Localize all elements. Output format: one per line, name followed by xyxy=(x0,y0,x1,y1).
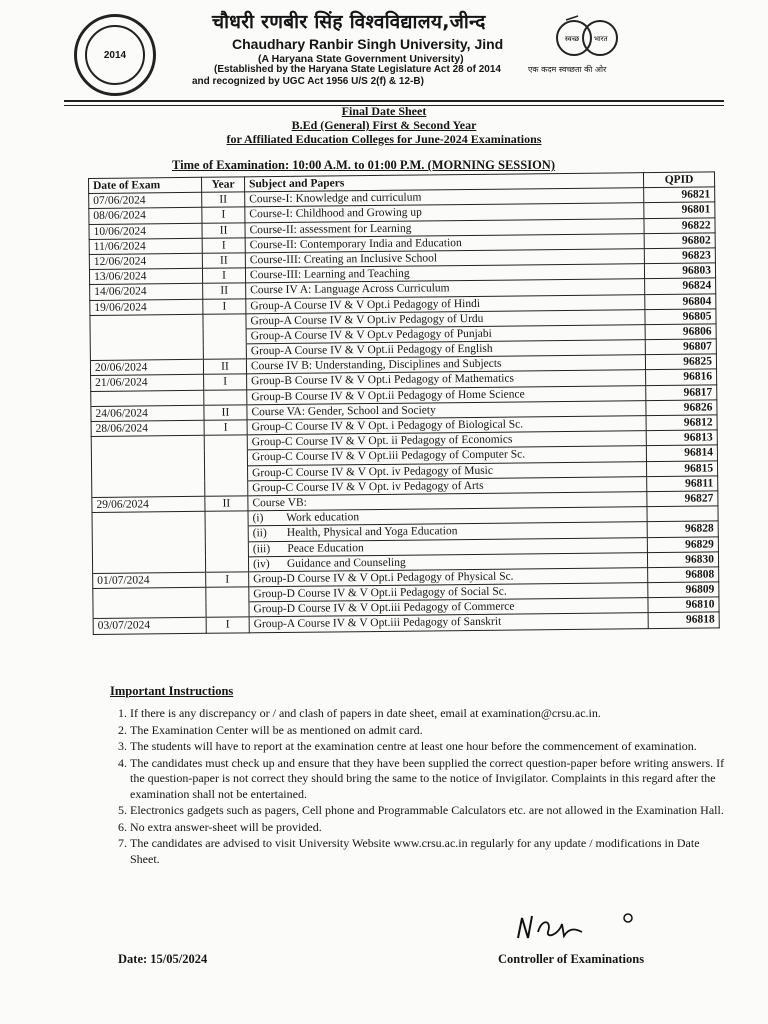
cell-qpid: 96829 xyxy=(647,536,718,552)
cell-qpid: 96801 xyxy=(644,202,715,218)
cell-date: 28/06/2024 xyxy=(91,420,204,436)
cell-qpid: 96818 xyxy=(648,612,719,628)
cell-subject: Group-A Course IV & V Opt.i Pedagogy of Hindi xyxy=(246,294,645,313)
cell-year xyxy=(205,526,248,542)
cell-date xyxy=(91,435,204,451)
cell-qpid: 96812 xyxy=(646,415,717,431)
instruction-item: 4. The candidates must check up and ensure that they have been supplied the correct question-paper before writing answers. If the question-paper is not correct they should bring the same to the notice of Invigilator. Complaints in this regard after the examination shall not be entertained. xyxy=(130,756,730,803)
cell-qpid: 96825 xyxy=(645,354,716,370)
cell-year xyxy=(205,481,248,497)
cell-year xyxy=(205,541,248,557)
cell-qpid: 96827 xyxy=(647,491,718,507)
instruction-item: 3. The students will have to report at the examination centre at least one hour before the commencement of examination. xyxy=(130,739,730,755)
cell-subject: Group-A Course IV & V Opt.iv Pedagogy of Urdu xyxy=(246,309,645,328)
cell-year xyxy=(205,465,248,481)
cell-qpid: 96802 xyxy=(644,233,715,249)
cell-date: 24/06/2024 xyxy=(91,405,204,421)
swachh-bharat-logo-icon xyxy=(552,14,622,60)
cell-year xyxy=(204,435,247,451)
cell-year: I xyxy=(204,374,247,390)
cell-year xyxy=(205,511,248,527)
cell-year: II xyxy=(202,192,245,208)
cell-qpid: 96804 xyxy=(645,293,716,309)
cell-date xyxy=(92,542,205,558)
cell-qpid: 96815 xyxy=(646,460,717,476)
recognition-note: and recognized by UGC Act 1956 U/S 2(f) & 12-B) xyxy=(192,76,424,87)
cell-qpid: 96805 xyxy=(645,309,716,325)
cell-qpid: 96813 xyxy=(646,430,717,446)
cell-subject: Group-A Course IV & V Opt.v Pedagogy of Punjabi xyxy=(246,325,645,344)
cell-year: I xyxy=(206,617,249,633)
header-year: Year xyxy=(201,177,244,193)
cell-qpid: 96816 xyxy=(646,369,717,385)
cell-year xyxy=(206,587,249,603)
cell-subject: Course-II: assessment for Learning xyxy=(245,218,644,237)
cell-subject: Group-C Course IV & V Opt.iii Pedagogy of Computer Sc. xyxy=(247,446,646,465)
cell-date: 13/06/2024 xyxy=(89,268,202,284)
cell-subject: (iii) Peace Education xyxy=(248,537,647,556)
cell-date xyxy=(93,603,206,619)
cell-year xyxy=(205,557,248,573)
cell-year xyxy=(203,344,246,360)
signatory-title: Controller of Examinations xyxy=(498,952,645,966)
cell-subject: Course VA: Gender, School and Society xyxy=(247,400,646,419)
cell-date: 20/06/2024 xyxy=(90,360,203,376)
cell-year: II xyxy=(204,405,247,421)
header-subject: Subject and Papers xyxy=(244,173,643,192)
instruction-item: 5. Electronics gadgets such as pagers, Cell phone and Programmable Calculators etc. are not allowed in the Examination Hall. xyxy=(130,803,730,819)
title-final-date-sheet: Final Date Sheet xyxy=(341,104,427,118)
cell-date: 19/06/2024 xyxy=(90,299,203,315)
swachh-right-text: भारत xyxy=(594,35,608,43)
cell-qpid: 96817 xyxy=(646,385,717,401)
cell-year: I xyxy=(202,207,245,223)
cell-subject: Group-A Course IV & V Opt.ii Pedagogy of English xyxy=(246,340,645,359)
cell-subject: Course-III: Learning and Teaching xyxy=(245,264,644,283)
cell-year: II xyxy=(203,359,246,375)
seal-year: 2014 xyxy=(85,25,145,85)
cell-subject: Course IV A: Language Across Curriculum xyxy=(246,279,645,298)
cell-subject: (ii) Health, Physical and Yoga Education xyxy=(248,522,647,541)
cell-subject: Course-I: Childhood and Growing up xyxy=(245,203,644,222)
cell-subject: Group-D Course IV & V Opt.iii Pedagogy of Commerce xyxy=(249,598,648,617)
cell-qpid: 96824 xyxy=(645,278,716,294)
cell-date: 11/06/2024 xyxy=(89,238,202,254)
cell-year: I xyxy=(203,298,246,314)
header-rule xyxy=(64,100,724,102)
cell-date: 07/06/2024 xyxy=(89,192,202,208)
cell-qpid: 96814 xyxy=(646,445,717,461)
university-name-hindi: चौधरी रणबीर सिंह विश्वविद्यालय,जीन्द xyxy=(212,11,486,33)
cell-date: 21/06/2024 xyxy=(91,375,204,391)
cell-qpid: 96810 xyxy=(648,597,719,613)
instructions-heading: Important Instructions xyxy=(110,684,234,698)
swachh-tagline: एक कदम स्वच्छता की ओर xyxy=(528,65,607,74)
cell-date xyxy=(92,466,205,482)
date-sheet-table xyxy=(88,171,720,634)
cell-date: 14/06/2024 xyxy=(90,284,203,300)
university-seal-icon xyxy=(74,14,156,96)
university-name: Chaudhary Ranbir Singh University, Jind xyxy=(232,36,504,52)
establishment-note: (Established by the Haryana State Legislature Act 28 of 2014 xyxy=(214,64,501,75)
cell-year: II xyxy=(202,253,245,269)
cell-subject: Group-C Course IV & V Opt. iv Pedagogy of Arts xyxy=(248,476,647,495)
cell-date: 12/06/2024 xyxy=(89,253,202,269)
cell-date: 29/06/2024 xyxy=(92,496,205,512)
instruction-item: 1. If there is any discrepancy or / and clash of papers in date sheet, email at examination@crsu.ac.in. xyxy=(130,706,730,722)
cell-subject: Group-B Course IV & V Opt.i Pedagogy of Mathematics xyxy=(247,370,646,389)
cell-subject: Course-III: Creating an Inclusive School xyxy=(245,249,644,268)
cell-date xyxy=(92,481,205,497)
instructions-list xyxy=(108,706,730,868)
cell-date xyxy=(91,390,204,406)
signature-icon xyxy=(512,908,652,944)
cell-subject: Course VB: xyxy=(248,492,647,511)
cell-subject: Group-C Course IV & V Opt. ii Pedagogy of Economics xyxy=(247,431,646,450)
cell-qpid: 96823 xyxy=(644,248,715,264)
cell-qpid: 96807 xyxy=(645,339,716,355)
cell-qpid: 96808 xyxy=(648,567,719,583)
cell-qpid: 96830 xyxy=(647,552,718,568)
swachh-left-text: स्वच्छ xyxy=(565,35,580,43)
cell-date xyxy=(92,527,205,543)
cell-qpid: 96828 xyxy=(647,521,718,537)
exam-time: Time of Examination: 10:00 A.M. to 01:00 P.M. (MORNING SESSION) xyxy=(172,158,555,172)
instruction-item: 7. The candidates are advised to visit University Website www.crsu.ac.in regularly for any update / modifications in Date Sheet. xyxy=(130,836,730,867)
cell-year xyxy=(204,450,247,466)
cell-year: II xyxy=(203,283,246,299)
cell-date xyxy=(90,344,203,360)
header-qpid: QPID xyxy=(643,172,714,188)
cell-subject: Group-C Course IV & V Opt. iv Pedagogy of Music xyxy=(248,461,647,480)
instruction-item: 2. The Examination Center will be as mentioned on admit card. xyxy=(130,723,730,739)
cell-subject: Course IV B: Understanding, Disciplines and Subjects xyxy=(246,355,645,374)
cell-year: I xyxy=(206,572,249,588)
cell-qpid: 96826 xyxy=(646,400,717,416)
cell-year: I xyxy=(202,238,245,254)
cell-qpid: 96822 xyxy=(644,217,715,233)
letterhead xyxy=(0,0,768,104)
cell-subject: Group-B Course IV & V Opt.ii Pedagogy of Home Science xyxy=(247,385,646,404)
cell-date xyxy=(93,587,206,603)
header-date: Date of Exam xyxy=(89,177,202,193)
cell-year: II xyxy=(205,496,248,512)
cell-date xyxy=(90,329,203,345)
cell-date: 08/06/2024 xyxy=(89,208,202,224)
title-course: B.Ed (General) First & Second Year xyxy=(291,118,477,132)
cell-date xyxy=(92,557,205,573)
cell-year: I xyxy=(202,268,245,284)
cell-date xyxy=(92,511,205,527)
cell-year: I xyxy=(204,420,247,436)
cell-subject: Course-II: Contemporary India and Education xyxy=(245,233,644,252)
cell-qpid xyxy=(647,506,718,522)
cell-qpid: 96803 xyxy=(644,263,715,279)
cell-year xyxy=(203,329,246,345)
cell-subject: Course-I: Knowledge and curriculum xyxy=(245,188,644,207)
cell-subject: (i) Work education xyxy=(248,507,647,526)
cell-date xyxy=(90,314,203,330)
cell-date: 01/07/2024 xyxy=(93,572,206,588)
cell-subject: Group-C Course IV & V Opt. i Pedagogy of Biological Sc. xyxy=(247,416,646,435)
university-status: (A Haryana State Government University) xyxy=(258,53,464,65)
cell-year: II xyxy=(202,222,245,238)
title-examination: for Affiliated Education Colleges for June-2024 Examinations xyxy=(226,132,542,146)
cell-date: 10/06/2024 xyxy=(89,223,202,239)
cell-year xyxy=(206,602,249,618)
cell-subject: Group-D Course IV & V Opt.i Pedagogy of Physical Sc. xyxy=(249,568,648,587)
cell-qpid: 96806 xyxy=(645,324,716,340)
cell-year xyxy=(204,389,247,405)
cell-subject: Group-D Course IV & V Opt.ii Pedagogy of Social Sc. xyxy=(249,583,648,602)
issue-date: Date: 15/05/2024 xyxy=(118,952,208,966)
instruction-item: 6. No extra answer-sheet will be provided. xyxy=(130,820,730,836)
document-titles xyxy=(0,104,768,146)
cell-subject: (iv) Guidance and Counseling xyxy=(248,552,647,571)
cell-qpid: 96809 xyxy=(648,582,719,598)
cell-date: 03/07/2024 xyxy=(93,618,206,634)
cell-year xyxy=(203,314,246,330)
cell-qpid: 96811 xyxy=(647,476,718,492)
cell-qpid: 96821 xyxy=(644,187,715,203)
cell-subject: Group-A Course IV & V Opt.iii Pedagogy of Sanskrit xyxy=(249,613,648,632)
cell-date xyxy=(91,451,204,467)
